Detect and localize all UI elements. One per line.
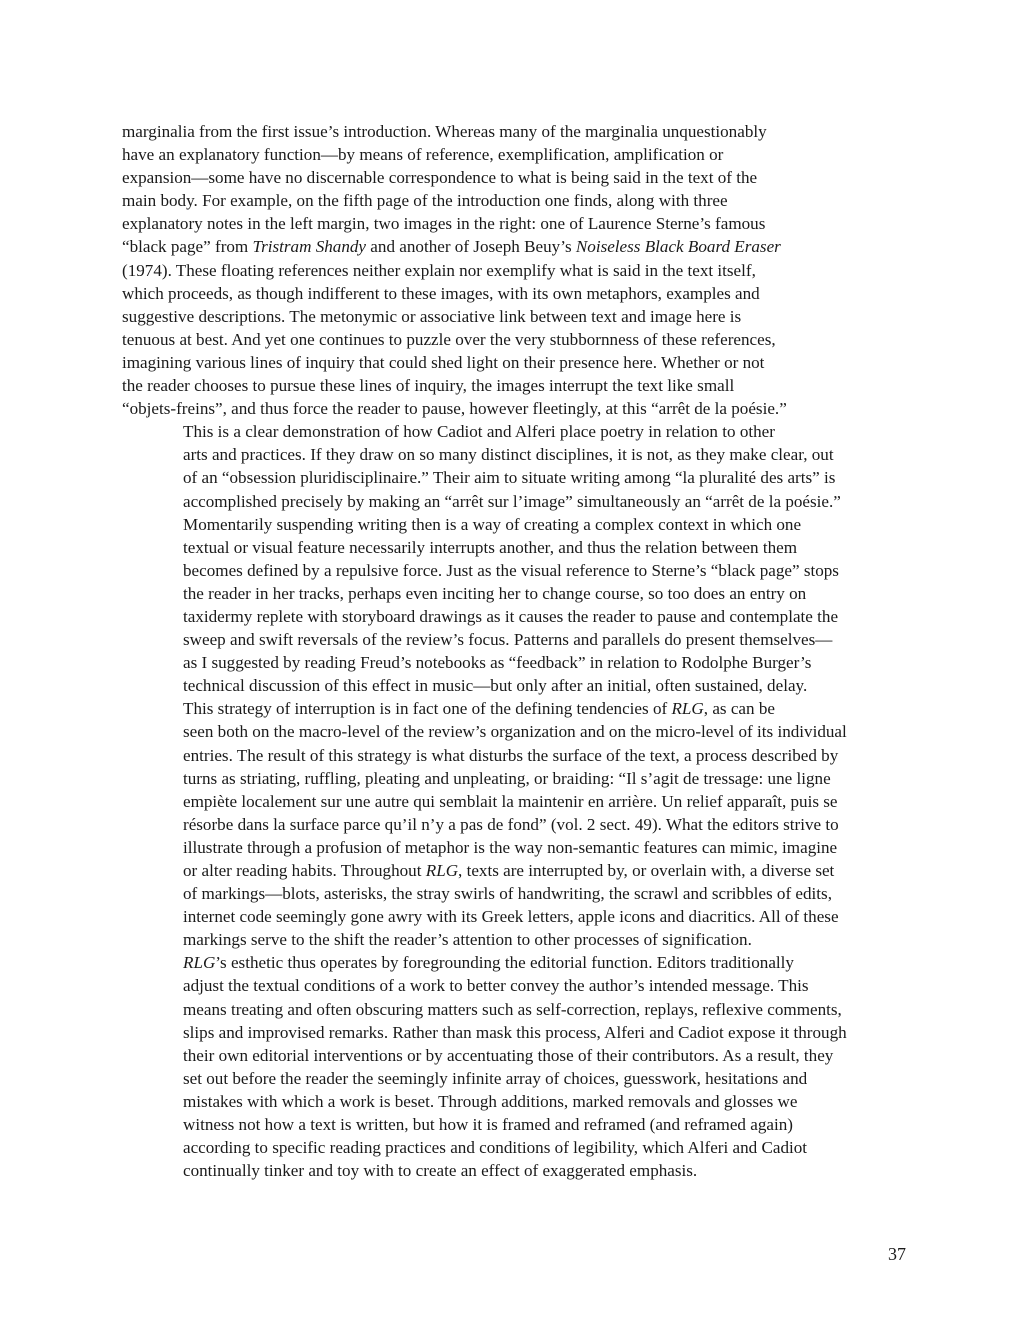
text-line [122, 813, 907, 836]
text-segment: suggestive descriptions. The metonymic or associative link between text and image here is [122, 306, 742, 326]
text-line [122, 143, 907, 166]
text-line [122, 536, 907, 559]
text-segment: slips and improvised remarks. Rather than mask this process, Alferi and Cadiot expose it through [183, 1022, 847, 1042]
text-segment: textual or visual feature necessarily interrupts another, and thus the relation between them [183, 537, 797, 557]
text-segment: markings serve to the shift the reader’s attention to other processes of signification. [183, 930, 752, 950]
text-line [122, 1113, 907, 1136]
text-segment: of an “obsession pluridisciplinaire.” Their aim to situate writing among “la pluralité des arts” is [183, 468, 836, 488]
text-line [122, 351, 907, 374]
text-segment: ’s esthetic thus operates by foregrounding the editorial function. Editors traditionally [215, 953, 794, 973]
text-line [122, 720, 907, 743]
text-line [122, 259, 907, 282]
text-segment: main body. For example, on the fifth page of the introduction one finds, along with three [122, 191, 728, 211]
text-line [122, 420, 907, 443]
text-segment: according to specific reading practices and conditions of legibility, which Alferi and Cadiot [183, 1138, 808, 1158]
text-line [122, 490, 907, 513]
italic-text: RLG [671, 699, 704, 719]
text-line [122, 928, 907, 951]
text-segment: continually tinker and toy with to create an effect of exaggerated emphasis. [183, 1161, 698, 1181]
text-line [122, 166, 907, 189]
paragraph [122, 951, 907, 1182]
text-segment: entries. The result of this strategy is what disturbs the surface of the text, a process described by [183, 745, 839, 765]
text-segment: This is a clear demonstration of how Cadiot and Alferi place poetry in relation to other [183, 422, 775, 442]
text-line [122, 397, 907, 420]
text-line [122, 189, 907, 212]
italic-text: RLG [425, 861, 459, 880]
text-line [122, 605, 907, 628]
text-line [122, 305, 907, 328]
text-segment: explanatory notes in the left margin, two images in the right: one of Laurence Sterne’s famous [122, 214, 766, 234]
text-line [122, 882, 907, 905]
italic-text: Noiseless Black Board Eraser [575, 237, 781, 257]
text-segment: becomes defined by a repulsive force. Just as the visual reference to Sterne’s “black page” stops [183, 560, 839, 580]
text-segment: tenuous at best. And yet one continues to puzzle over the very stubbornness of these references, [122, 329, 776, 349]
text-segment: internet code seemingly gone awry with its Greek letters, apple icons and diacritics. All of these [183, 907, 839, 927]
text-line [122, 212, 907, 235]
text-line [122, 998, 907, 1021]
text-line [122, 1090, 907, 1113]
text-segment: or alter reading habits. Throughout [183, 861, 426, 880]
text-line [122, 466, 907, 489]
text-segment: accomplished precisely by making an “arrêt sur l’image” simultaneously an “arrêt de la poésie.” [183, 491, 841, 511]
text-segment: adjust the textual conditions of a work to better convey the author’s intended message. This [183, 976, 809, 996]
text-line [122, 628, 907, 651]
document-body [122, 120, 907, 1182]
italic-text: RLG [183, 953, 216, 973]
text-segment: of markings—blots, asterisks, the stray swirls of handwriting, the scrawl and scribbles of edits, [183, 884, 832, 904]
italic-text: Tristram Shandy [252, 237, 367, 257]
page-number: 37 [888, 1244, 906, 1264]
text-segment: witness not how a text is written, but how it is framed and reframed (and reframed again) [183, 1115, 793, 1135]
text-line [122, 1159, 907, 1182]
text-line [122, 235, 907, 258]
text-segment: , texts are interrupted by, or overlain with, a diverse set [458, 861, 835, 880]
text-segment: set out before the reader the seemingly infinite array of choices, guesswork, hesitations and [183, 1068, 808, 1088]
text-line [122, 1021, 907, 1044]
text-segment: and another of Joseph Beuy’s [366, 237, 576, 257]
text-line [122, 744, 907, 767]
text-line [122, 790, 907, 813]
text-line [122, 836, 907, 859]
text-line [122, 513, 907, 536]
text-line [122, 374, 907, 397]
text-line [122, 859, 907, 882]
paragraph [122, 420, 907, 697]
text-line [122, 559, 907, 582]
text-segment: sweep and swift reversals of the review’s focus. Patterns and parallels do present themselves— [183, 630, 833, 650]
text-segment: “objets-freins”, and thus force the reader to pause, however fleetingly, at this “arrêt de la poésie.” [122, 399, 787, 419]
text-line [122, 974, 907, 997]
text-segment: , as can be [703, 699, 775, 719]
text-segment: seen both on the macro-level of the review’s organization and on the micro-level of its individual [183, 722, 847, 742]
text-segment: which proceeds, as though indifferent to these images, with its own metaphors, examples and [122, 283, 760, 303]
text-segment: technical discussion of this effect in music—but only after an initial, often sustained, delay. [183, 676, 808, 696]
text-segment: marginalia from the first issue’s introduction. Whereas many of the marginalia unquestionably [122, 122, 767, 141]
text-line [122, 282, 907, 305]
text-segment: résorbe dans la surface parce qu’il n’y a pas de fond” (vol. 2 sect. 49). What the editors strive to [183, 814, 839, 834]
text-line [122, 328, 907, 351]
text-line [122, 582, 907, 605]
text-segment: (1974). These floating references neither explain nor exemplify what is said in the text itself, [122, 260, 756, 280]
text-segment: This strategy of interruption is in fact one of the defining tendencies of [183, 699, 672, 719]
text-line [122, 651, 907, 674]
text-segment: means treating and often obscuring matters such as self-correction, replays, reflexive comments, [183, 999, 842, 1019]
text-segment: arts and practices. If they draw on so many distinct disciplines, it is not, as they make clear, out [183, 445, 834, 465]
text-segment: illustrate through a profusion of metaphor is the way non-semantic features can mimic, imagine [183, 837, 838, 857]
text-segment: as I suggested by reading Freud’s notebooks as “feedback” in relation to Rodolphe Burger’s [183, 653, 812, 673]
text-segment: “black page” from [122, 237, 253, 257]
text-segment: their own editorial interventions or by accentuating those of their contributors. As a result, they [183, 1045, 834, 1065]
text-segment: Momentarily suspending writing then is a way of creating a complex context in which one [183, 514, 802, 534]
text-line [122, 120, 907, 143]
text-line [122, 1044, 907, 1067]
text-segment: turns as striating, ruffling, pleating and unpleating, or braiding: “Il s’agit de tressage: une ligne [183, 768, 831, 788]
text-segment: expansion—some have no discernable correspondence to what is being said in the text of the [122, 168, 758, 188]
text-line [122, 767, 907, 790]
text-line [122, 905, 907, 928]
text-segment: taxidermy replete with storyboard drawings as it causes the reader to pause and contemplate the [183, 606, 839, 626]
text-line [122, 697, 907, 720]
text-segment: the reader chooses to pursue these lines of inquiry, the images interrupt the text like small [122, 376, 735, 396]
text-line [122, 674, 907, 697]
paragraph [122, 697, 907, 951]
paragraph [122, 120, 907, 420]
text-line [122, 443, 907, 466]
text-segment: mistakes with which a work is beset. Through additions, marked removals and glosses we [183, 1091, 798, 1111]
text-line [122, 1136, 907, 1159]
text-segment: imagining various lines of inquiry that could shed light on their presence here. Whether or not [122, 352, 765, 372]
text-line [122, 1067, 907, 1090]
text-segment: the reader in her tracks, perhaps even inciting her to change course, so too does an entry on [183, 583, 807, 603]
text-segment: have an explanatory function—by means of reference, exemplification, amplification or [122, 145, 724, 165]
text-segment: empiète localement sur une autre qui semblait la maintenir en arrière. Un relief apparaît, puis se [183, 791, 838, 811]
text-line [122, 951, 907, 974]
